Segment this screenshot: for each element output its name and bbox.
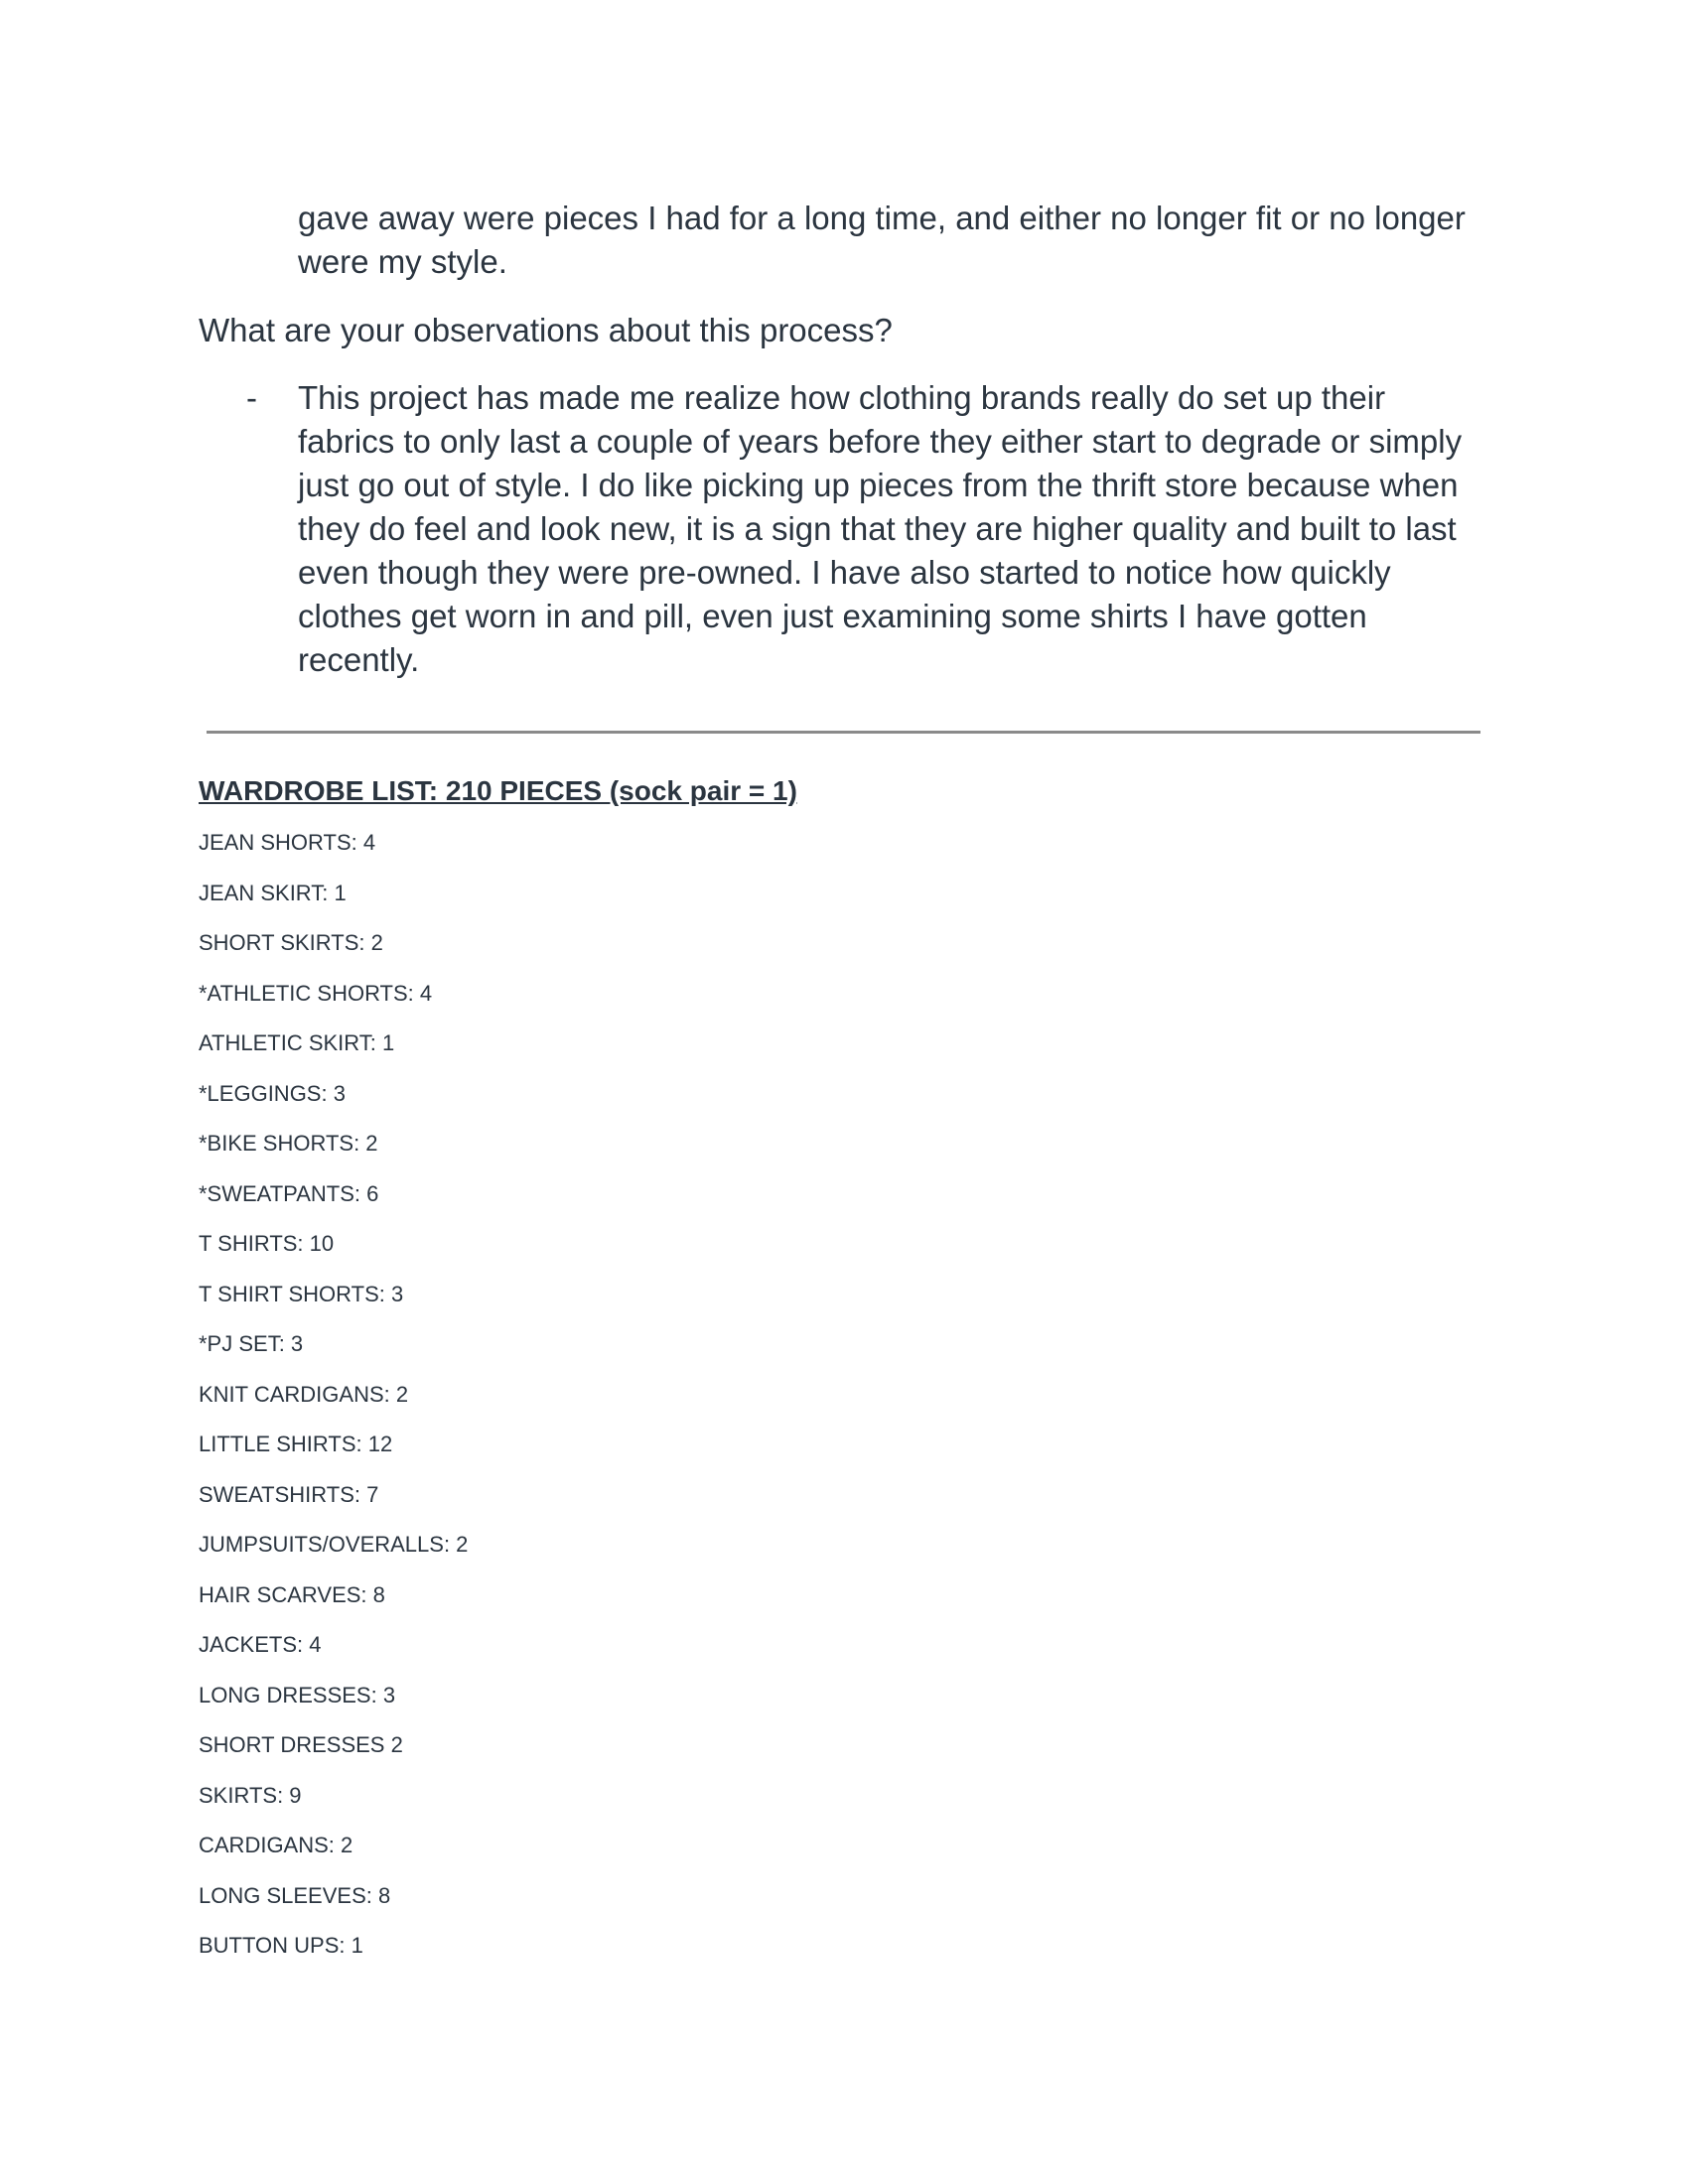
dash-bullet: - — [246, 379, 257, 416]
wardrobe-item: LITTLE SHIRTS: 12 — [199, 1432, 393, 1456]
wardrobe-item: HAIR SCARVES: 8 — [199, 1581, 385, 1607]
wardrobe-item: T SHIRTS: 10 — [199, 1231, 335, 1256]
wardrobe-item: SHORT SKIRTS: 2 — [199, 930, 383, 955]
wardrobe-item: CARDIGANS: 2 — [199, 1833, 353, 1857]
wardrobe-item: ATHLETIC SKIRT: 1 — [199, 1030, 395, 1055]
wardrobe-item: SHORT DRESSES 2 — [199, 1732, 403, 1757]
wardrobe-item: SKIRTS: 9 — [199, 1782, 302, 1808]
wardrobe-item: *ATHLETIC SHORTS: 4 — [199, 980, 433, 1006]
observations-question: What are your observations about this process? — [199, 312, 893, 348]
continuation-paragraph: gave away were pieces I had for a long time, and either no longer fit or no longer were my style. — [298, 200, 1466, 280]
wardrobe-item: JUMPSUITS/OVERALLS: 2 — [199, 1532, 469, 1557]
wardrobe-item: SWEATSHIRTS: 7 — [199, 1481, 379, 1507]
wardrobe-item: *LEGGINGS: 3 — [199, 1080, 346, 1106]
wardrobe-item: *PJ SET: 3 — [199, 1331, 304, 1356]
wardrobe-item: LONG DRESSES: 3 — [199, 1682, 396, 1707]
wardrobe-item: KNIT CARDIGANS: 2 — [199, 1381, 409, 1407]
wardrobe-item: *BIKE SHORTS: 2 — [199, 1131, 378, 1156]
wardrobe-list — [199, 826, 468, 1979]
answer-paragraph: This project has made me realize how clothing brands really do set up their fabrics to only last a couple of years before they either start to degrade or simply just go out of style. I do like picking up pieces from the thrift store because when they do feel and look new, it is a sign that they are higher quality and built to last even though they were pre-owned. I have also started to notice how quickly clothes get worn in and pill, even just examining some shirts I have gotten recently. — [298, 379, 1463, 678]
wardrobe-item: JEAN SHORTS: 4 — [199, 830, 376, 855]
wardrobe-list-title: WARDROBE LIST: 210 PIECES (sock pair = 1) — [199, 775, 797, 806]
wardrobe-item: T SHIRT SHORTS: 3 — [199, 1281, 404, 1306]
wardrobe-item: LONG SLEEVES: 8 — [199, 1882, 391, 1908]
horizontal-divider — [207, 731, 1480, 734]
wardrobe-item: JACKETS: 4 — [199, 1632, 322, 1657]
wardrobe-item: JEAN SKIRT: 1 — [199, 880, 347, 905]
wardrobe-item: *SWEATPANTS: 6 — [199, 1180, 379, 1206]
wardrobe-item: BUTTON UPS: 1 — [199, 1933, 363, 1958]
